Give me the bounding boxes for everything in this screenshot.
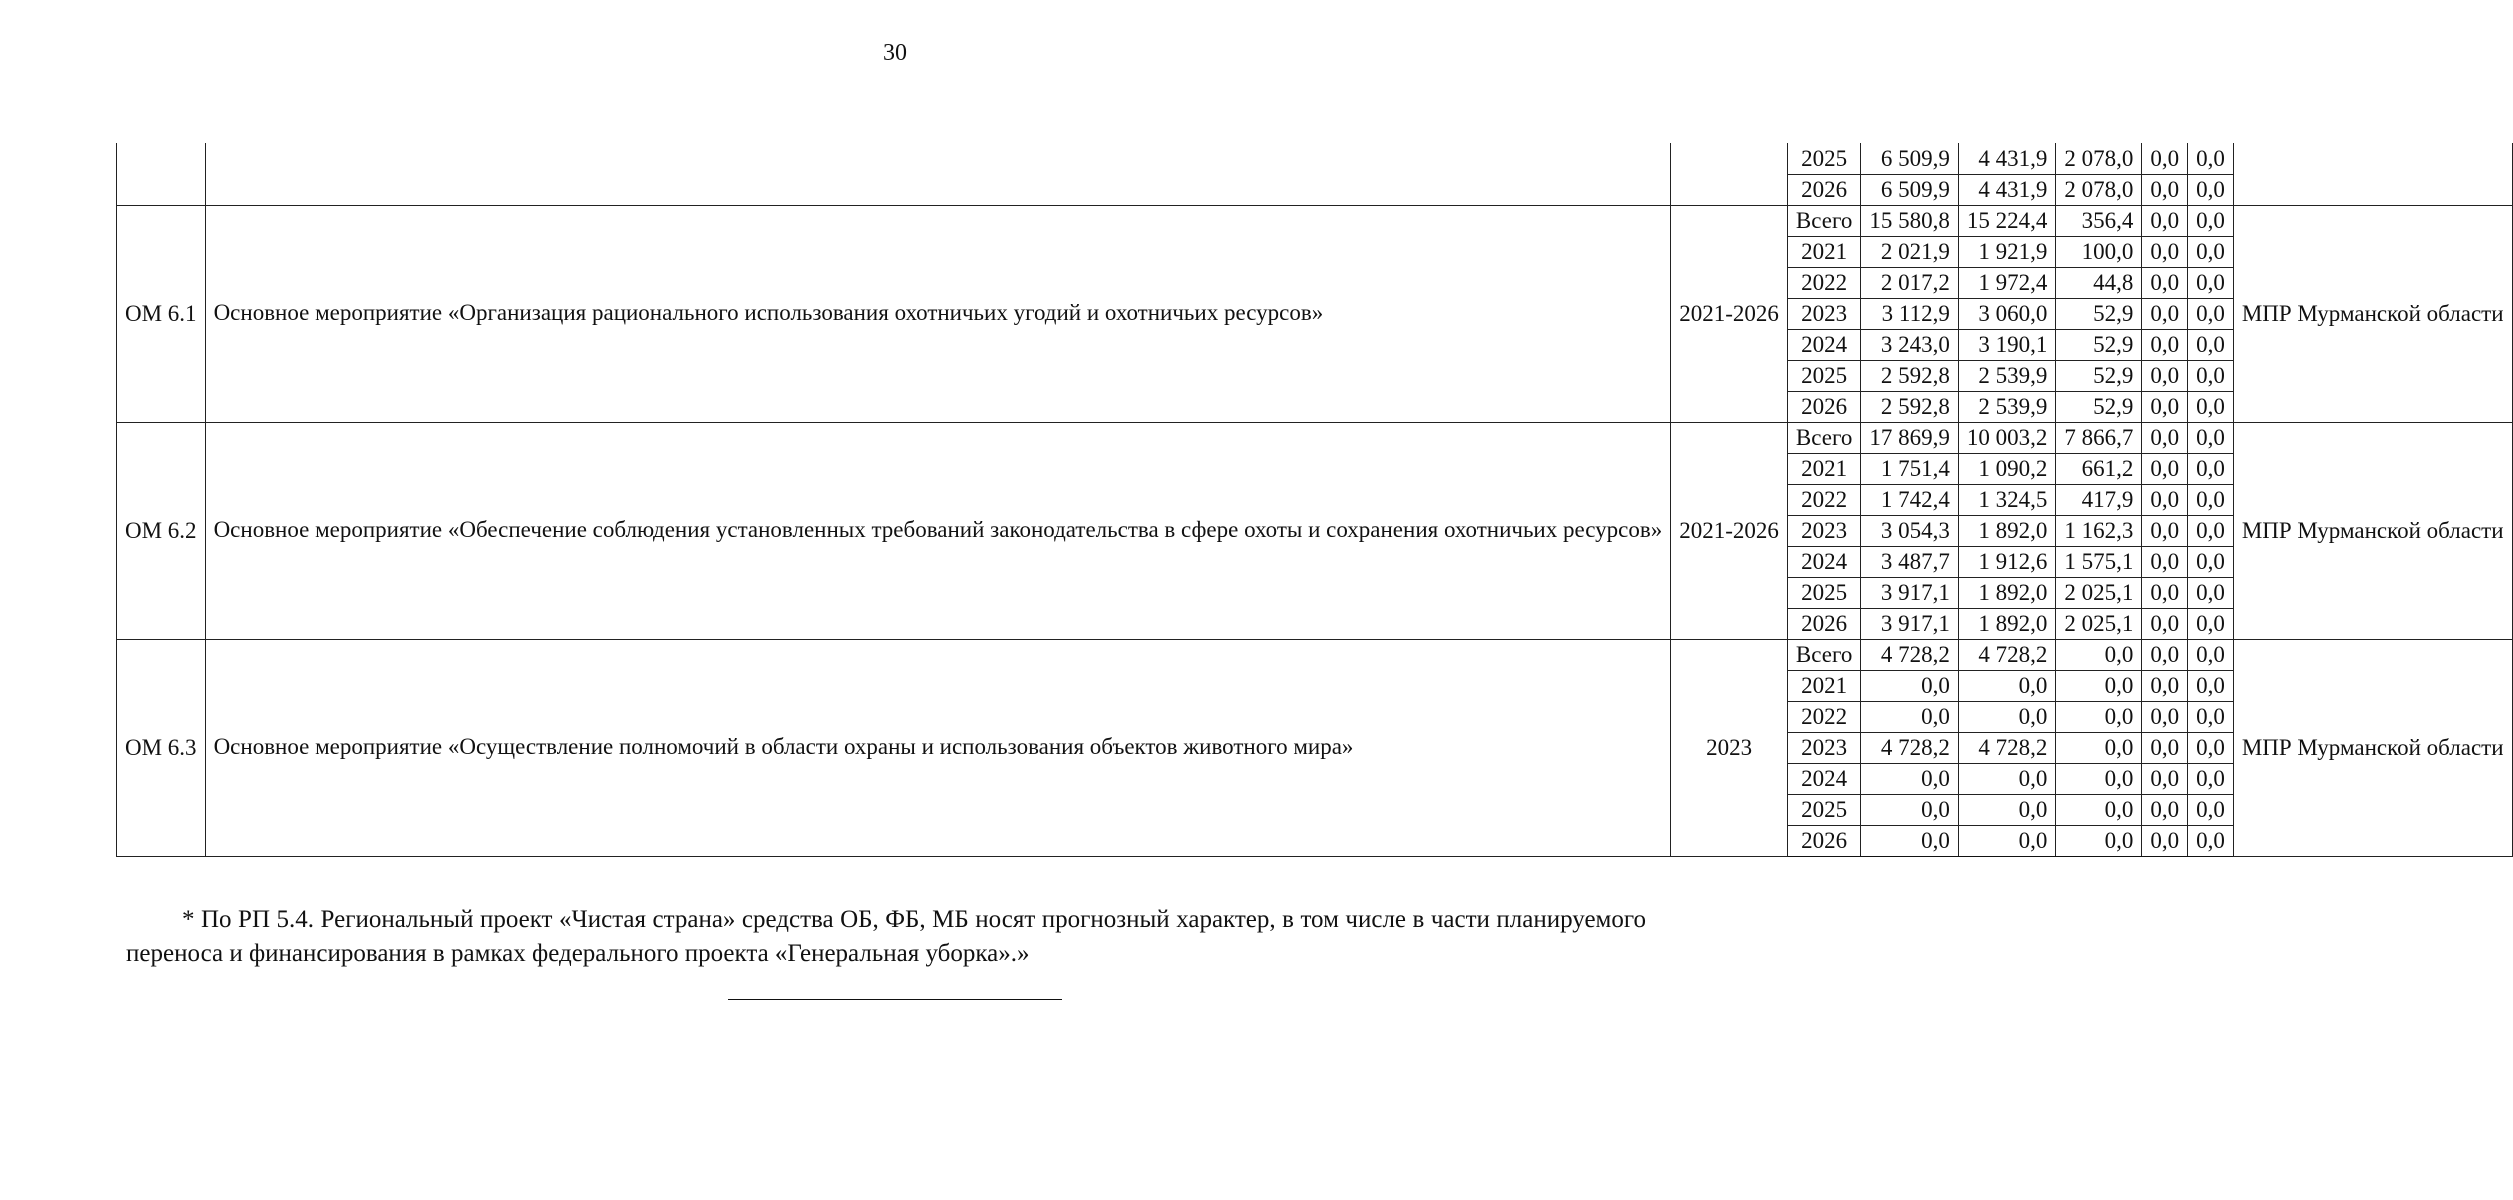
ob-cell: 0,0: [1958, 701, 2056, 732]
total-cell: 4 728,2: [1861, 639, 1959, 670]
other-cell: 0,0: [2188, 174, 2234, 205]
year-cell: 2026: [1787, 174, 1860, 205]
ob-cell: 2 539,9: [1958, 391, 2056, 422]
other-cell: 0,0: [2188, 267, 2234, 298]
mb-cell: 0,0: [2142, 577, 2188, 608]
other-cell: 0,0: [2188, 360, 2234, 391]
other-cell: 0,0: [2188, 763, 2234, 794]
total-cell: 1 742,4: [1861, 484, 1959, 515]
fb-cell: 0,0: [2056, 639, 2142, 670]
table-row: [117, 422, 2513, 453]
other-cell: 0,0: [2188, 732, 2234, 763]
measure-period: 2021-2026: [1671, 422, 1788, 639]
total-cell: 0,0: [1861, 701, 1959, 732]
executor-cell: [2233, 143, 2512, 205]
total-cell: 4 728,2: [1861, 732, 1959, 763]
ob-cell: 4 431,9: [1958, 174, 2056, 205]
ob-cell: 1 324,5: [1958, 484, 2056, 515]
measure-code: ОМ 6.3: [117, 639, 206, 856]
other-cell: 0,0: [2188, 515, 2234, 546]
ob-cell: 4 728,2: [1958, 639, 2056, 670]
fb-cell: 52,9: [2056, 329, 2142, 360]
period-cell: [1671, 143, 1788, 205]
total-cell: 2 592,8: [1861, 360, 1959, 391]
total-cell: 17 869,9: [1861, 422, 1959, 453]
mb-cell: 0,0: [2142, 639, 2188, 670]
fb-cell: 661,2: [2056, 453, 2142, 484]
fb-cell: 52,9: [2056, 391, 2142, 422]
fb-cell: 52,9: [2056, 360, 2142, 391]
fb-cell: 0,0: [2056, 732, 2142, 763]
total-cell: 15 580,8: [1861, 205, 1959, 236]
mb-cell: 0,0: [2142, 670, 2188, 701]
mb-cell: 0,0: [2142, 298, 2188, 329]
total-cell: 3 054,3: [1861, 515, 1959, 546]
measure-name: Основное мероприятие «Обеспечение соблюдения установленных требований законодательства в сфере охоты и сохранения охотничьих ресурсов»: [205, 422, 1671, 639]
mb-cell: 0,0: [2142, 515, 2188, 546]
year-cell: 2026: [1787, 391, 1860, 422]
table-row: [117, 639, 2513, 670]
fb-cell: 7 866,7: [2056, 422, 2142, 453]
other-cell: 0,0: [2188, 236, 2234, 267]
year-cell: 2026: [1787, 825, 1860, 856]
other-cell: 0,0: [2188, 205, 2234, 236]
total-cell: 2 017,2: [1861, 267, 1959, 298]
total-cell: 0,0: [1861, 794, 1959, 825]
total-cell: 1 751,4: [1861, 453, 1959, 484]
ob-cell: 1 090,2: [1958, 453, 2056, 484]
fb-cell: 0,0: [2056, 794, 2142, 825]
year-cell: 2021: [1787, 670, 1860, 701]
mb-cell: 0,0: [2142, 701, 2188, 732]
fb-cell: 0,0: [2056, 825, 2142, 856]
fb-cell: 356,4: [2056, 205, 2142, 236]
year-cell: 2024: [1787, 546, 1860, 577]
measure-name: Основное мероприятие «Организация рационального использования охотничьих угодий и охотничьих ресурсов»: [205, 205, 1671, 422]
other-cell: 0,0: [2188, 794, 2234, 825]
ob-cell: 1 921,9: [1958, 236, 2056, 267]
mb-cell: 0,0: [2142, 484, 2188, 515]
total-cell: 6 509,9: [1861, 143, 1959, 174]
total-cell: 3 487,7: [1861, 546, 1959, 577]
table-row: [117, 143, 2513, 174]
page-number: 30: [883, 40, 907, 66]
mb-cell: 0,0: [2142, 794, 2188, 825]
funding-table-wrap: [116, 143, 2513, 857]
fb-cell: 417,9: [2056, 484, 2142, 515]
funding-table-body: [117, 143, 2513, 856]
ob-cell: 4 431,9: [1958, 143, 2056, 174]
year-cell: 2021: [1787, 236, 1860, 267]
ob-cell: 15 224,4: [1958, 205, 2056, 236]
mb-cell: 0,0: [2142, 329, 2188, 360]
mb-cell: 0,0: [2142, 174, 2188, 205]
other-cell: 0,0: [2188, 670, 2234, 701]
total-cell: 0,0: [1861, 670, 1959, 701]
mb-cell: 0,0: [2142, 205, 2188, 236]
measure-code: ОМ 6.2: [117, 422, 206, 639]
fb-cell: 1 575,1: [2056, 546, 2142, 577]
total-cell: 6 509,9: [1861, 174, 1959, 205]
total-cell: 2 021,9: [1861, 236, 1959, 267]
other-cell: 0,0: [2188, 329, 2234, 360]
end-rule: [728, 999, 1062, 1000]
ob-cell: 3 060,0: [1958, 298, 2056, 329]
year-cell: 2022: [1787, 267, 1860, 298]
year-cell: 2023: [1787, 732, 1860, 763]
year-cell: Всего: [1787, 422, 1860, 453]
measure-name: Основное мероприятие «Осуществление полномочий в области охраны и использования объектов животного мира»: [205, 639, 1671, 856]
year-cell: 2021: [1787, 453, 1860, 484]
total-cell: 3 243,0: [1861, 329, 1959, 360]
other-cell: 0,0: [2188, 701, 2234, 732]
fb-cell: 52,9: [2056, 298, 2142, 329]
ob-cell: 1 972,4: [1958, 267, 2056, 298]
ob-cell: 4 728,2: [1958, 732, 2056, 763]
funding-table: [116, 143, 2513, 857]
measure-executor: МПР Мурманской области: [2233, 422, 2512, 639]
mb-cell: 0,0: [2142, 236, 2188, 267]
year-cell: 2023: [1787, 298, 1860, 329]
ob-cell: 0,0: [1958, 825, 2056, 856]
footnote: * По РП 5.4. Региональный проект «Чистая страна» средства ОБ, ФБ, МБ носят прогнозный характер, в том числе в части планируемого переноса и финансирования в рамках федерального проекта «Генеральная уборка».»: [126, 906, 1646, 967]
year-cell: 2026: [1787, 608, 1860, 639]
other-cell: 0,0: [2188, 639, 2234, 670]
fb-cell: 2 078,0: [2056, 174, 2142, 205]
total-cell: 2 592,8: [1861, 391, 1959, 422]
measure-period: 2021-2026: [1671, 205, 1788, 422]
code-cell: [117, 143, 206, 205]
mb-cell: 0,0: [2142, 825, 2188, 856]
year-cell: Всего: [1787, 639, 1860, 670]
mb-cell: 0,0: [2142, 546, 2188, 577]
other-cell: 0,0: [2188, 422, 2234, 453]
other-cell: 0,0: [2188, 608, 2234, 639]
other-cell: 0,0: [2188, 484, 2234, 515]
ob-cell: 2 539,9: [1958, 360, 2056, 391]
year-cell: 2022: [1787, 484, 1860, 515]
mb-cell: 0,0: [2142, 267, 2188, 298]
name-cell: [205, 143, 1671, 205]
other-cell: 0,0: [2188, 143, 2234, 174]
ob-cell: 0,0: [1958, 794, 2056, 825]
total-cell: 3 112,9: [1861, 298, 1959, 329]
year-cell: 2023: [1787, 515, 1860, 546]
year-cell: Всего: [1787, 205, 1860, 236]
year-cell: 2025: [1787, 360, 1860, 391]
total-cell: 3 917,1: [1861, 577, 1959, 608]
year-cell: 2025: [1787, 577, 1860, 608]
fb-cell: 2 025,1: [2056, 608, 2142, 639]
year-cell: 2024: [1787, 763, 1860, 794]
measure-period: 2023: [1671, 639, 1788, 856]
fb-cell: 0,0: [2056, 763, 2142, 794]
measure-code: ОМ 6.1: [117, 205, 206, 422]
other-cell: 0,0: [2188, 453, 2234, 484]
ob-cell: 1 912,6: [1958, 546, 2056, 577]
fb-cell: 100,0: [2056, 236, 2142, 267]
total-cell: 0,0: [1861, 825, 1959, 856]
fb-cell: 44,8: [2056, 267, 2142, 298]
other-cell: 0,0: [2188, 546, 2234, 577]
year-cell: 2022: [1787, 701, 1860, 732]
mb-cell: 0,0: [2142, 732, 2188, 763]
fb-cell: 0,0: [2056, 701, 2142, 732]
measure-executor: МПР Мурманской области: [2233, 205, 2512, 422]
fb-cell: 2 025,1: [2056, 577, 2142, 608]
mb-cell: 0,0: [2142, 608, 2188, 639]
other-cell: 0,0: [2188, 298, 2234, 329]
ob-cell: 1 892,0: [1958, 577, 2056, 608]
table-row: [117, 205, 2513, 236]
ob-cell: 0,0: [1958, 670, 2056, 701]
year-cell: 2025: [1787, 794, 1860, 825]
other-cell: 0,0: [2188, 577, 2234, 608]
fb-cell: 1 162,3: [2056, 515, 2142, 546]
mb-cell: 0,0: [2142, 763, 2188, 794]
ob-cell: 1 892,0: [1958, 608, 2056, 639]
fb-cell: 0,0: [2056, 670, 2142, 701]
other-cell: 0,0: [2188, 825, 2234, 856]
ob-cell: 3 190,1: [1958, 329, 2056, 360]
ob-cell: 1 892,0: [1958, 515, 2056, 546]
total-cell: 0,0: [1861, 763, 1959, 794]
ob-cell: 0,0: [1958, 763, 2056, 794]
mb-cell: 0,0: [2142, 422, 2188, 453]
mb-cell: 0,0: [2142, 453, 2188, 484]
total-cell: 3 917,1: [1861, 608, 1959, 639]
mb-cell: 0,0: [2142, 391, 2188, 422]
year-cell: 2025: [1787, 143, 1860, 174]
mb-cell: 0,0: [2142, 143, 2188, 174]
fb-cell: 2 078,0: [2056, 143, 2142, 174]
mb-cell: 0,0: [2142, 360, 2188, 391]
year-cell: 2024: [1787, 329, 1860, 360]
other-cell: 0,0: [2188, 391, 2234, 422]
measure-executor: МПР Мурманской области: [2233, 639, 2512, 856]
ob-cell: 10 003,2: [1958, 422, 2056, 453]
